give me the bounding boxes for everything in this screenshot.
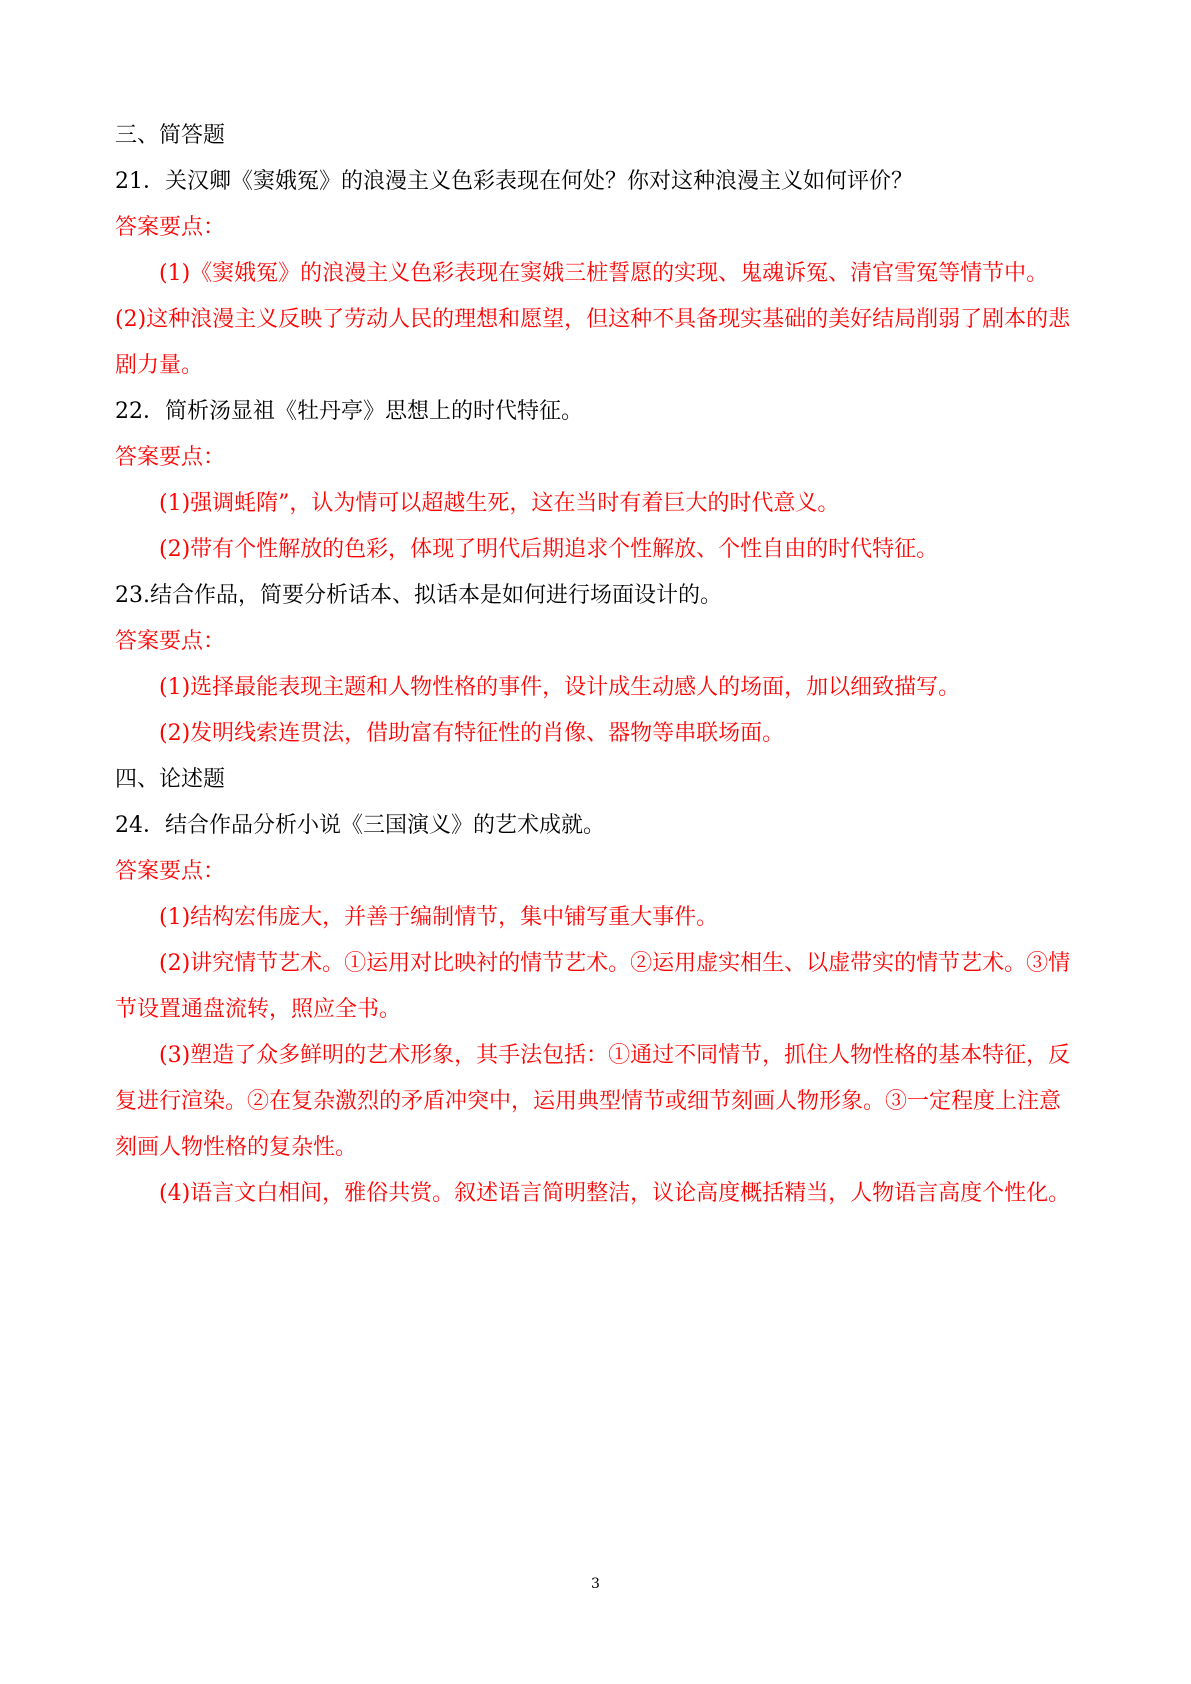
answer-paragraph: (2)发明线索连贯法，借助富有特征性的肖像、器物等串联场面。 xyxy=(159,721,785,746)
answer-paragraph: (1)选择最能表现主题和人物性格的事件，设计成生动感人的场面，加以细致描写。 xyxy=(159,675,961,700)
answer-paragraph: (2)讲究情节艺术。①运用对比映衬的情节艺术。②运用虚实相生、以虚带实的情节艺术。③情节设置通盘流转，照应全书。 xyxy=(115,951,1071,1022)
answer-paragraph: (3)塑造了众多鲜明的艺术形象，其手法包括：①通过不同情节，抓住人物性格的基本特征，反复进行渲染。②在复杂激烈的矛盾冲突中，运用典型情节或细节刻画人物形象。③一定程度上注意刻画人物性格的复杂性。 xyxy=(115,1043,1071,1160)
question-24: 24．结合作品分析小说《三国演义》的艺术成就。 xyxy=(115,813,605,838)
document-body xyxy=(115,113,1077,1217)
answer-paragraph: (2)带有个性解放的色彩，体现了明代后期追求个性解放、个性自由的时代特征。 xyxy=(159,537,939,562)
answer-paragraph: (1)强调蚝隋”，认为情可以超越生死，这在当时有着巨大的时代意义。 xyxy=(159,491,840,516)
question-21: 21．关汉卿《窦娥冤》的浪漫主义色彩表现在何处？你对这种浪漫主义如何评价？ xyxy=(115,169,913,194)
answer-paragraph: (1)《窦娥冤》的浪漫主义色彩表现在窦娥三桩誓愿的实现、鬼魂诉冤、清官雪冤等情节中。 (2)这种浪漫主义反映了劳动人民的理想和愿望，但这种不具备现实基础的美好结局削弱了剧本的悲剧力量。 xyxy=(115,261,1071,378)
answer-paragraph: (4)语言文白相间，雅俗共赏。叙述语言简明整洁，议论高度概括精当，人物语言高度个性化。 xyxy=(159,1181,1071,1206)
answer-label: 答案要点： xyxy=(115,859,226,884)
answer-label: 答案要点： xyxy=(115,629,226,654)
section-heading: 四、论述题 xyxy=(115,767,226,792)
question-23: 23.结合作品，简要分析话本、拟话本是如何进行场面设计的。 xyxy=(115,583,722,608)
answer-label: 答案要点： xyxy=(115,445,226,470)
answer-label: 答案要点： xyxy=(115,215,226,240)
answer-paragraph: (1)结构宏伟庞大，并善于编制情节，集中铺写重大事件。 xyxy=(159,905,719,930)
page-number: 3 xyxy=(591,1576,600,1592)
question-22: 22．简析汤显祖《牡丹亭》思想上的时代特征。 xyxy=(115,399,583,424)
section-heading: 三、简答题 xyxy=(115,123,226,148)
